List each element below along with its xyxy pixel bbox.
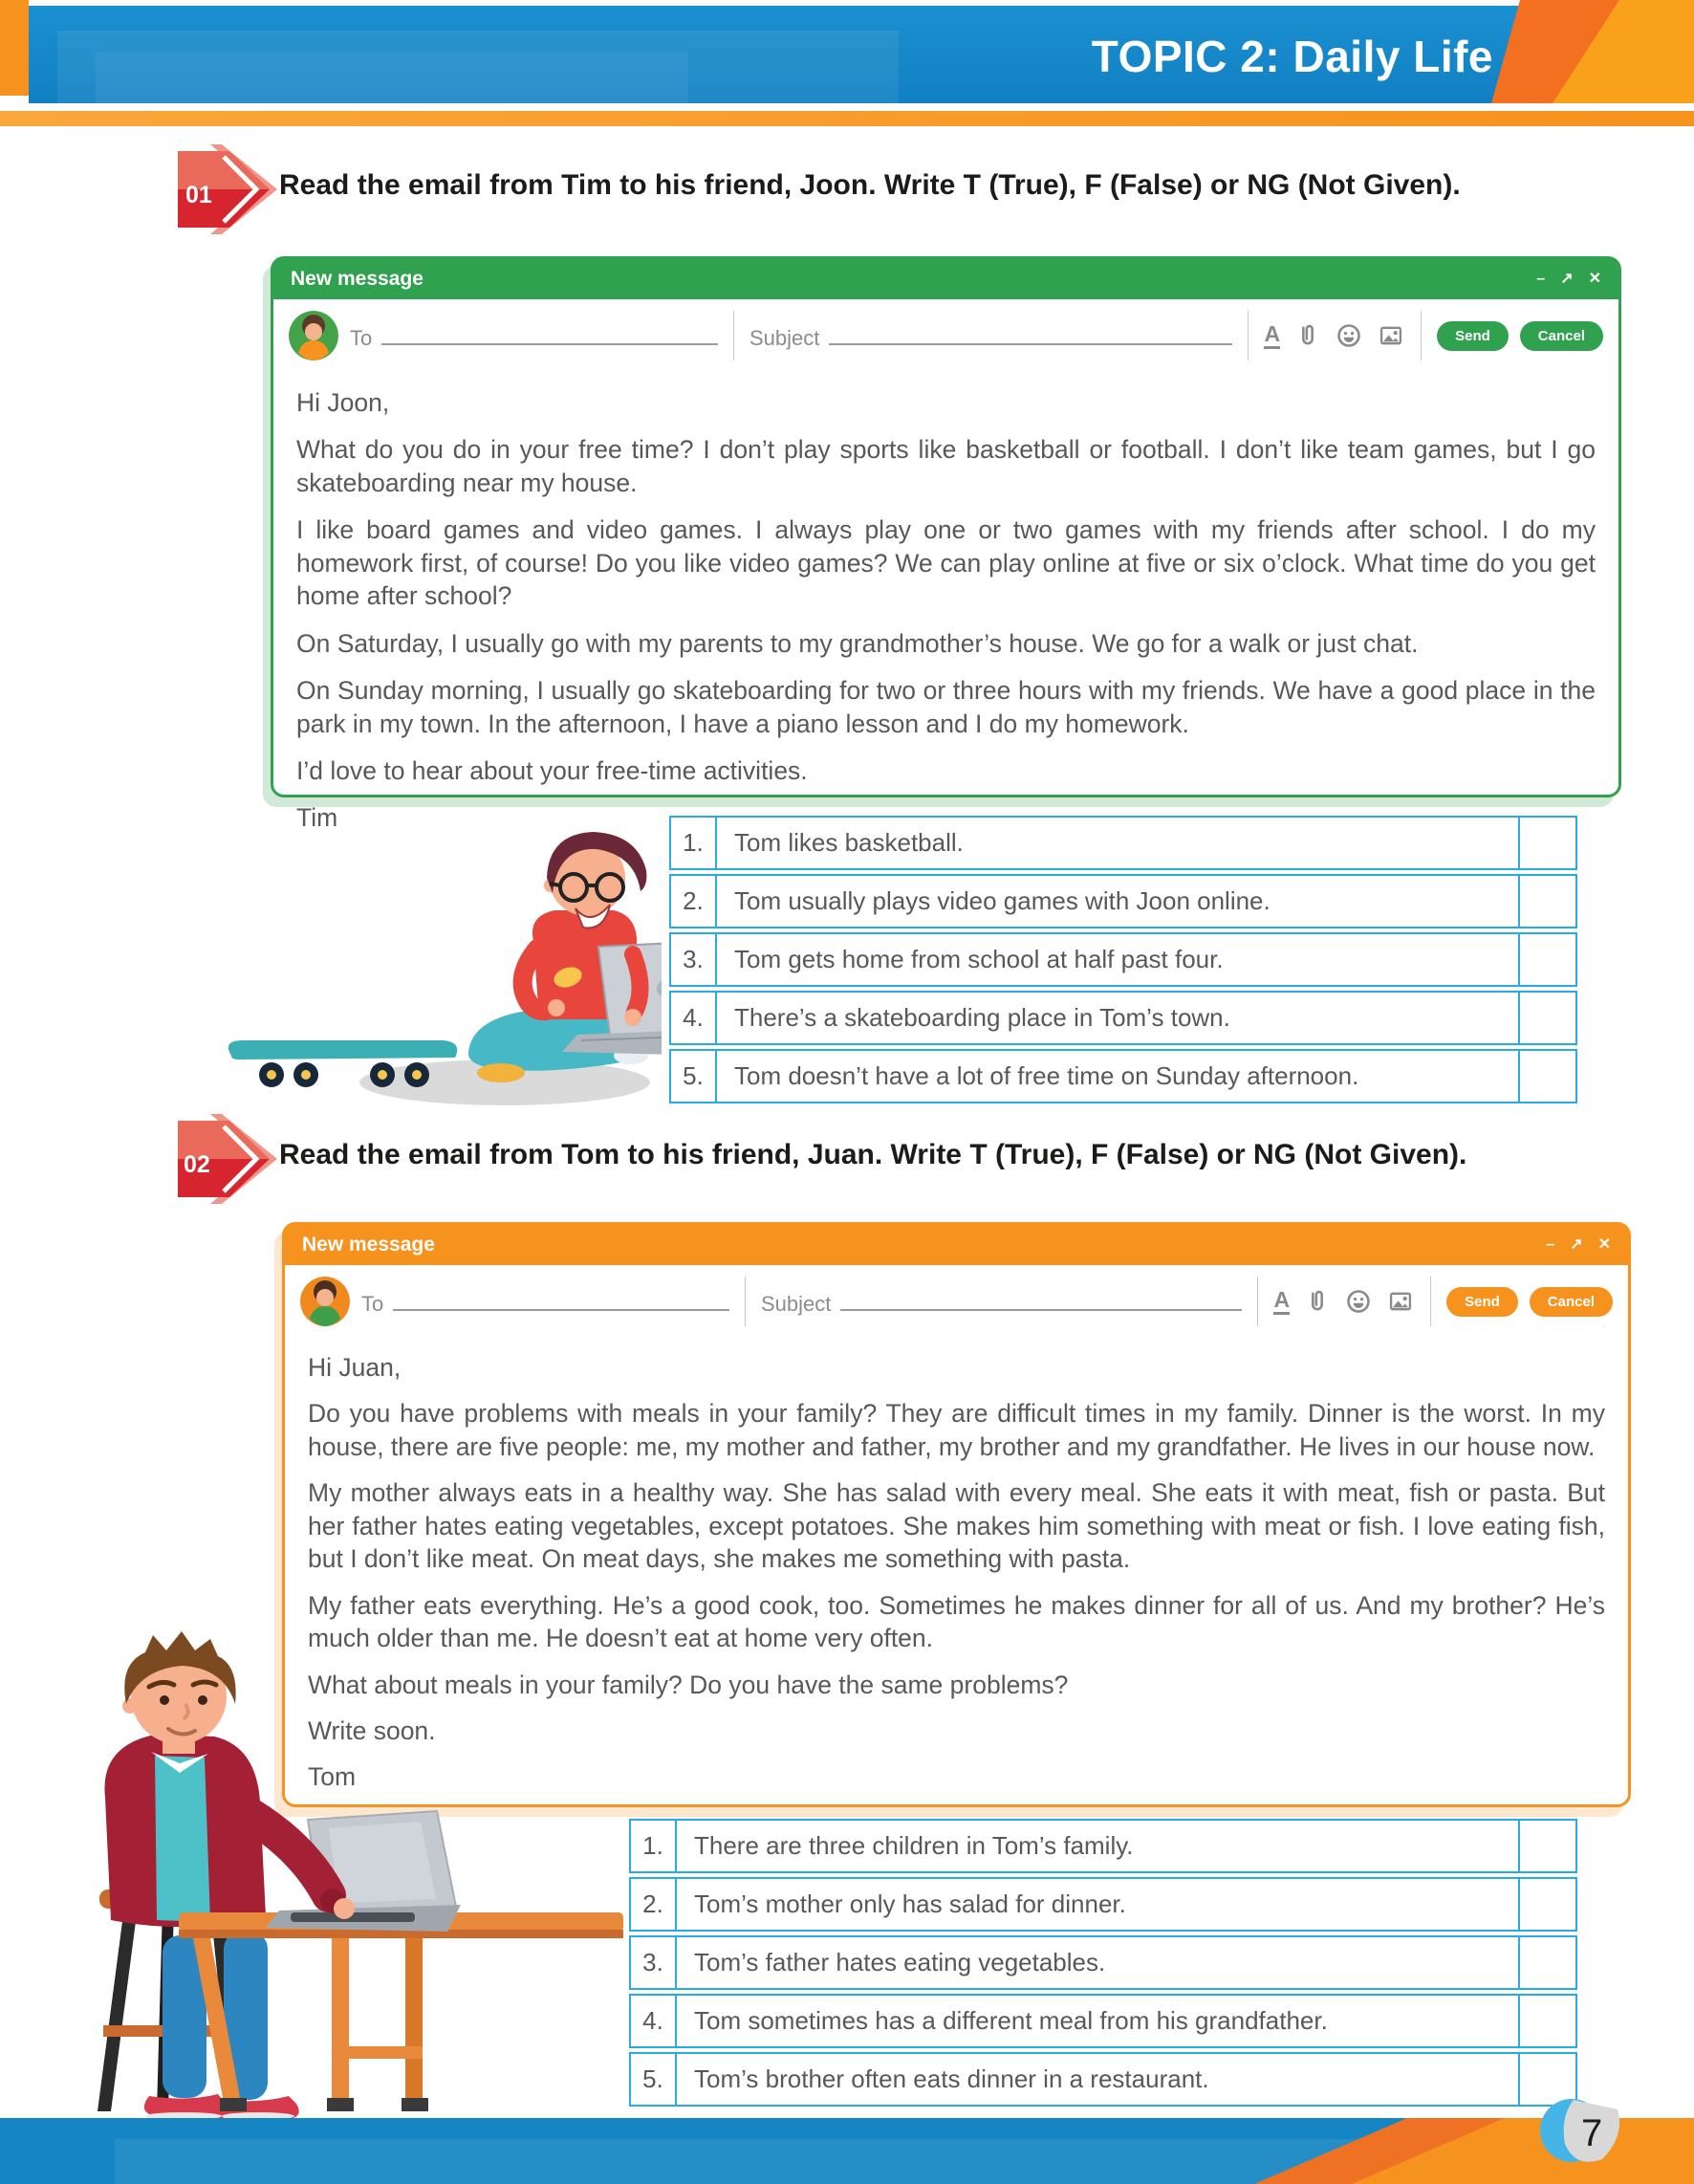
email-toolbar: [285, 1265, 1628, 1338]
close-icon[interactable]: ✕: [1597, 1236, 1611, 1253]
question-statement: Tom sometimes has a different meal from his grandfather.: [694, 2006, 1328, 2035]
table-row: [669, 932, 1577, 987]
question-number: 4.: [631, 1996, 677, 2046]
illustration-boy-skateboard: [218, 805, 662, 1113]
question-number: 1.: [671, 818, 717, 868]
cancel-button[interactable]: Cancel: [1520, 321, 1603, 351]
avatar: [289, 311, 338, 360]
answer-cell[interactable]: [1518, 1879, 1575, 1930]
divider: [1248, 311, 1249, 360]
page-number: 7: [1581, 2112, 1603, 2154]
expand-icon[interactable]: ↗: [1560, 271, 1574, 287]
answer-cell[interactable]: [1518, 818, 1575, 868]
divider: [1421, 311, 1422, 360]
subject-input[interactable]: [829, 320, 1232, 345]
minimize-icon[interactable]: –: [1536, 271, 1546, 287]
table-row: [669, 1049, 1577, 1103]
exercise-instruction: Read the email from Tom to his friend, Juan. Write T (True), F (False) or NG (Not Given).: [279, 1139, 1467, 1170]
question-statement: Tom doesn’t have a lot of free time on Sunday afternoon.: [734, 1061, 1359, 1090]
divider: [733, 311, 734, 360]
to-field[interactable]: [361, 1286, 729, 1317]
to-field[interactable]: [350, 320, 718, 351]
subject-field-label: Subject: [749, 326, 820, 350]
question-statement: There are three children in Tom’s family.: [694, 1831, 1134, 1860]
answer-cell[interactable]: [1518, 993, 1575, 1043]
email-paragraph: Hi Juan,: [308, 1353, 402, 1382]
exercise-number-badge: [170, 1113, 285, 1205]
answer-cell[interactable]: [1518, 1937, 1575, 1988]
email-paragraph: On Saturday, I usually go with my parents to my grandmother’s house. We go for a walk or just chat.: [296, 628, 1419, 658]
question-number: 3.: [671, 934, 717, 985]
page-title: TOPIC 2: Daily Life: [1091, 32, 1493, 81]
to-field-label: To: [350, 326, 373, 350]
question-statement: Tom gets home from school at half past four.: [734, 945, 1224, 973]
question-number: 5.: [671, 1051, 717, 1102]
answer-cell[interactable]: [1518, 1821, 1575, 1871]
table-row: [669, 816, 1577, 870]
question-number: 2.: [631, 1879, 677, 1930]
question-statement: Tom’s father hates eating vegetables.: [694, 1948, 1106, 1977]
email-titlebar: [285, 1225, 1628, 1265]
email-toolbar: [273, 299, 1618, 372]
table-row: [629, 1994, 1577, 2048]
to-input[interactable]: [381, 320, 718, 345]
email-body: [273, 372, 1618, 857]
email-paragraph: Hi Joon,: [296, 388, 390, 417]
email-paragraph: My father eats everything. He’s a good cook, too. Sometimes he makes dinner for all of us. And my brother? He’s much older than me. He doesn’t eat at home very often.: [308, 1590, 1605, 1653]
minimize-icon[interactable]: –: [1546, 1236, 1555, 1253]
table-row: [669, 991, 1577, 1045]
answer-cell[interactable]: [1518, 1996, 1575, 2046]
table-row: [629, 1819, 1577, 1873]
divider: [1257, 1277, 1258, 1326]
subject-field[interactable]: [761, 1286, 1242, 1317]
header-accent-strip: [0, 111, 1694, 126]
email-window-title: New message: [302, 1234, 435, 1256]
true-false-table: [669, 816, 1577, 1107]
question-number: 2.: [671, 876, 717, 927]
emoji-icon[interactable]: [1345, 1288, 1372, 1315]
window-controls: [1531, 1237, 1611, 1253]
email-paragraph: What about meals in your family? Do you have the same problems?: [308, 1670, 1069, 1699]
exercise-instruction: Read the email from Tim to his friend, Joon. Write T (True), F (False) or NG (Not Given).: [279, 169, 1461, 201]
email-paragraph: Write soon.: [308, 1715, 436, 1745]
table-row: [629, 1935, 1577, 1990]
send-button[interactable]: Send: [1446, 1287, 1518, 1317]
email-window: [271, 256, 1621, 833]
cancel-button[interactable]: Cancel: [1530, 1287, 1613, 1317]
page-footer: [0, 2118, 1694, 2184]
question-statement: Tom’s mother only has salad for dinner.: [694, 1889, 1126, 1918]
header-diagonal-accent: [1474, 0, 1694, 103]
email-paragraph: I’d love to hear about your free-time activities.: [296, 755, 808, 785]
insert-image-icon[interactable]: [1386, 1288, 1415, 1315]
answer-cell[interactable]: [1518, 876, 1575, 927]
subject-input[interactable]: [840, 1286, 1242, 1311]
page-header: [0, 0, 1694, 126]
email-paragraph: What do you do in your free time? I don’t play sports like basketball or football. I don’t like team games, but I go skateboarding near my house.: [296, 435, 1596, 497]
email-window-title: New message: [291, 268, 424, 290]
question-statement: Tom usually plays video games with Joon online.: [734, 886, 1270, 915]
page-number-badge: [1533, 2088, 1644, 2180]
subject-field-label: Subject: [761, 1292, 832, 1316]
email-paragraph: My mother always eats in a healthy way. She has salad with every meal. She eats it with meat, fish or pasta. But her father hates eating vegetables, except potatoes. She makes him something with meat or fish. I love eating fish, but I don’t like meat. On meat days, she makes me something with pasta.: [308, 1478, 1605, 1574]
table-row: [669, 874, 1577, 928]
email-signature: Tim: [296, 803, 338, 833]
question-statement: There’s a skateboarding place in Tom’s town.: [734, 1003, 1230, 1032]
question-statement: Tom’s brother often eats dinner in a restaurant.: [694, 2064, 1209, 2093]
email-titlebar: [273, 259, 1618, 299]
expand-icon[interactable]: ↗: [1570, 1236, 1583, 1253]
to-input[interactable]: [393, 1286, 729, 1311]
table-row: [629, 1877, 1577, 1932]
attach-icon[interactable]: [1294, 322, 1321, 349]
question-number: 5.: [631, 2054, 677, 2105]
toolbar-icons: [1273, 1288, 1415, 1315]
send-button[interactable]: Send: [1437, 321, 1509, 351]
toolbar-icons: [1264, 322, 1405, 349]
exercise-number: 01: [185, 182, 212, 208]
question-number: 1.: [631, 1821, 677, 1871]
question-number: 3.: [631, 1937, 677, 1988]
emoji-icon[interactable]: [1336, 322, 1362, 349]
divider: [745, 1277, 746, 1326]
email-signature: Tom: [308, 1762, 357, 1792]
window-controls: [1521, 272, 1601, 287]
email-paragraph: Do you have problems with meals in your family? They are difficult times in my family. Dinner is the worst. In my house, there are five people: me, my mother and father, my brother and my grandfather. He lives in our house now.: [308, 1399, 1605, 1461]
header-decor: [96, 52, 688, 109]
question-number: 4.: [671, 993, 717, 1043]
close-icon[interactable]: ✕: [1588, 271, 1601, 287]
text-format-icon[interactable]: A: [1273, 1289, 1290, 1315]
attach-icon[interactable]: [1304, 1288, 1331, 1315]
email-paragraph: On Sunday morning, I usually go skateboarding for two or three hours with my friends. We have a good place in the park in my town. In the afternoon, I have a piano lesson and I do my homework.: [296, 676, 1596, 738]
true-false-table: [629, 1819, 1577, 2110]
exercise-number: 02: [184, 1151, 210, 1178]
illustration-boy-desk: [50, 1620, 669, 2121]
divider: [1430, 1277, 1431, 1326]
subject-field[interactable]: [749, 320, 1232, 351]
text-format-icon[interactable]: A: [1264, 323, 1280, 349]
email-paragraph: I like board games and video games. I always play one or two games with my friends after school. I do my homework first, of course! Do you like video games? We can play online at five or six o’clock. What time do you get home after school?: [296, 515, 1596, 611]
answer-cell[interactable]: [1518, 934, 1575, 985]
to-field-label: To: [361, 1292, 384, 1316]
insert-image-icon[interactable]: [1377, 322, 1405, 349]
header-left-accent: [0, 0, 29, 96]
question-statement: Tom likes basketball.: [734, 828, 964, 857]
avatar: [300, 1277, 350, 1326]
exercise-number-badge: [170, 143, 285, 235]
answer-cell[interactable]: [1518, 1051, 1575, 1102]
table-row: [629, 2052, 1577, 2107]
